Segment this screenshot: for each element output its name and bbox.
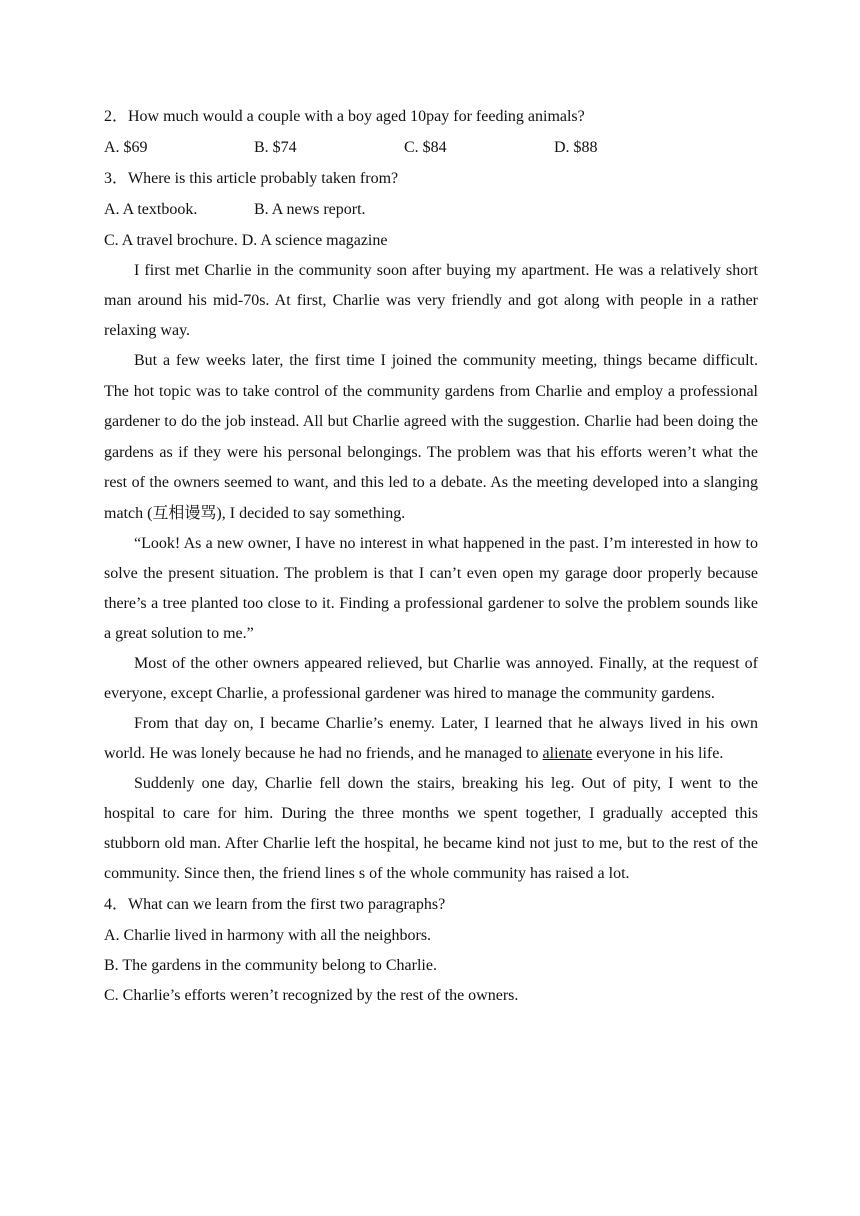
question-2-option-b: B. $74 (254, 139, 297, 156)
question-2-option-c: C. $84 (404, 139, 447, 156)
question-3-options-row-2 (104, 226, 758, 256)
question-2-option-a: A. $69 (104, 139, 148, 156)
document-page (104, 102, 758, 1011)
question-3-stem: 3．Where is this article probably taken from? (104, 170, 399, 187)
question-2-option-d: D. $88 (554, 139, 598, 156)
passage-paragraph-5 (104, 709, 758, 769)
question-4-option-a: A. Charlie lived in harmony with all the neighbors. (104, 927, 432, 944)
passage-paragraph-5-text-start: From that day on, I became Charlie’s enemy. Later, I learned that he always lived in his own world. He was lonely because he had no friends, and he managed to (104, 715, 758, 762)
question-3-option-d: D. A science magazine (241, 232, 388, 249)
passage-paragraph-1: I first met Charlie in the community soon after buying my apartment. He was a relatively short man around his mid-70s. At first, Charlie was very friendly and got along with people in a rather relaxing way. (104, 262, 758, 339)
passage-paragraph-4: Most of the other owners appeared relieved, but Charlie was annoyed. Finally, at the request of everyone, except Charlie, a professional gardener was hired to manage the community gardens. (104, 655, 758, 702)
underlined-word-alienate: alienate (542, 745, 593, 762)
question-4-option-c: C. Charlie’s efforts weren’t recognized by the rest of the owners. (104, 987, 519, 1004)
question-2-stem: 2．How much would a couple with a boy aged 10pay for feeding animals? (104, 108, 585, 125)
passage-paragraph-3: “Look! As a new owner, I have no interest in what happened in the past. I’m interested in how to solve the present situation. The problem is that I can’t even open my garage door properly because there’s a tree planted too close to it. Finding a professional gardener to solve the problem sounds like a great solution to me.” (104, 535, 758, 642)
question-3-options-row-1 (104, 194, 758, 226)
question-3-option-b: B. A news report. (254, 201, 366, 218)
passage-paragraph-2: But a few weeks later, the first time I joined the community meeting, things became difficult. The hot topic was to take control of the community gardens from Charlie and employ a professional gardener to do the job instead. All but Charlie agreed with the suggestion. Charlie had been doing the gardens as if they were his personal belongings. The problem was that his efforts weren’t what the rest of the owners seemed to want, and this led to a debate. As the meeting developed into a slanging match (互相谩骂), I decided to say something. (104, 352, 758, 522)
passage-paragraph-5-text-end: everyone in his life. (592, 745, 724, 762)
question-2-options (104, 132, 758, 164)
question-4-option-b: B. The gardens in the community belong to Charlie. (104, 957, 437, 974)
question-3-option-a: A. A textbook. (104, 201, 198, 218)
passage-paragraph-6: Suddenly one day, Charlie fell down the stairs, breaking his leg. Out of pity, I went to the hospital to care for him. During the three months we spent together, I gradually accepted this stubborn old man. After Charlie left the hospital, he became kind not just to me, but to the rest of the community. Since then, the friend lines s of the whole community has raised a lot. (104, 775, 758, 882)
question-3-option-c: C. A travel brochure. (104, 232, 238, 249)
question-4-stem: 4．What can we learn from the first two paragraphs? (104, 896, 446, 913)
